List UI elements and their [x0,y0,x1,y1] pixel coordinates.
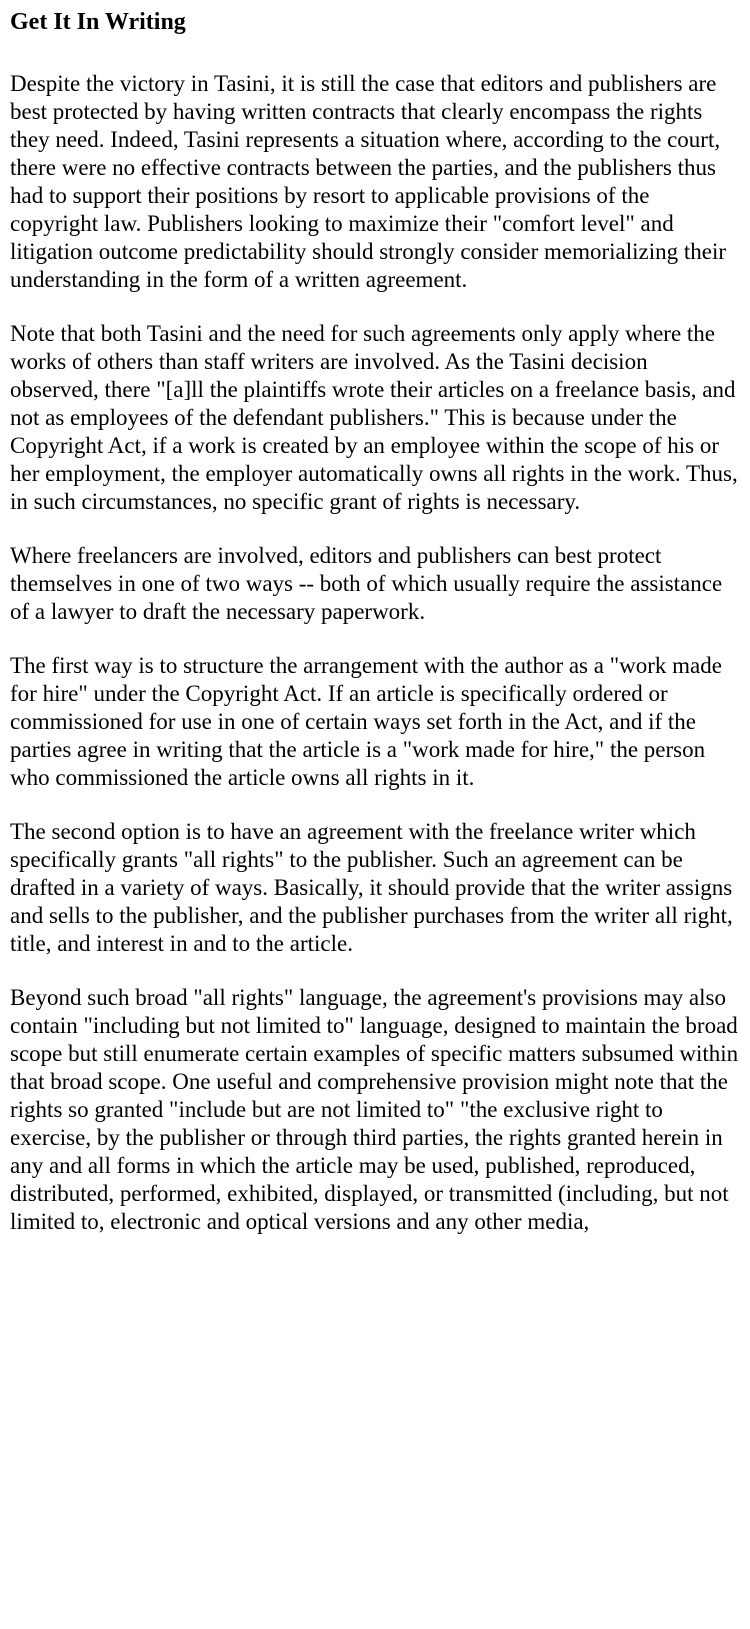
document-page [0,8,750,1236]
paragraph-all-rights: The second option is to have an agreement with the freelance writer which specifically grants "all rights" to the publisher. Such an agreement can be drafted in a variety of ways. Basically, it should provide that the writer assigns and sells to the publisher, and the publisher purchases from the writer all right, title, and interest in and to the article. [10,819,733,956]
page-title: Get It In Writing [10,9,186,35]
paragraph-staff-writers: Note that both Tasini and the need for such agreements only apply where the works of others than staff writers are involved. As the Tasini decision observed, there "[a]ll the plaintiffs wrote their articles on a freelance basis, and not as employees of the defendant publishers." This is because under the Copyright Act, if a work is created by an employee within the scope of his or her employment, the employer automatically owns all rights in the work. Thus, in such circumstances, no specific grant of rights is necessary. [10,321,738,514]
paragraph-work-for-hire: The first way is to structure the arrangement with the author as a "work made for hire" under the Copyright Act. If an article is specifically ordered or commissioned for use in one of certain ways set forth in the Act, and if the parties agree in writing that the article is a "work made for hire," the person who commissioned the article owns all rights in it. [10,653,722,790]
paragraph-intro: Despite the victory in Tasini, it is still the case that editors and publishers are best protected by having written contracts that clearly encompass the rights they need. Indeed, Tasini represents a situation where, according to the court, there were no effective contracts between the parties, and the publishers thus had to support their positions by resort to applicable provisions of the copyright law. Publishers looking to maximize their "comfort level" and litigation outcome predictability should strongly consider memorializing their understanding in the form of a written agreement. [10,71,727,292]
paragraph-freelancers: Where freelancers are involved, editors and publishers can best protect themselves in one of two ways -- both of which usually require the assistance of a lawyer to draft the necessary paperwork. [10,543,723,624]
paragraph-including-language: Beyond such broad "all rights" language, the agreement's provisions may also contain "including but not limited to" language, designed to maintain the broad scope but still enumerate certain examples of specific matters subsumed within that broad scope. One useful and comprehensive provision might note that the rights so granted "include but are not limited to" "the exclusive right to exercise, by the publisher or through third parties, the rights granted herein in any and all forms in which the article may be used, published, reproduced, distributed, performed, exhibited, displayed, or transmitted (including, but not limited to, electronic and optical versions and any other media, [10,985,739,1234]
